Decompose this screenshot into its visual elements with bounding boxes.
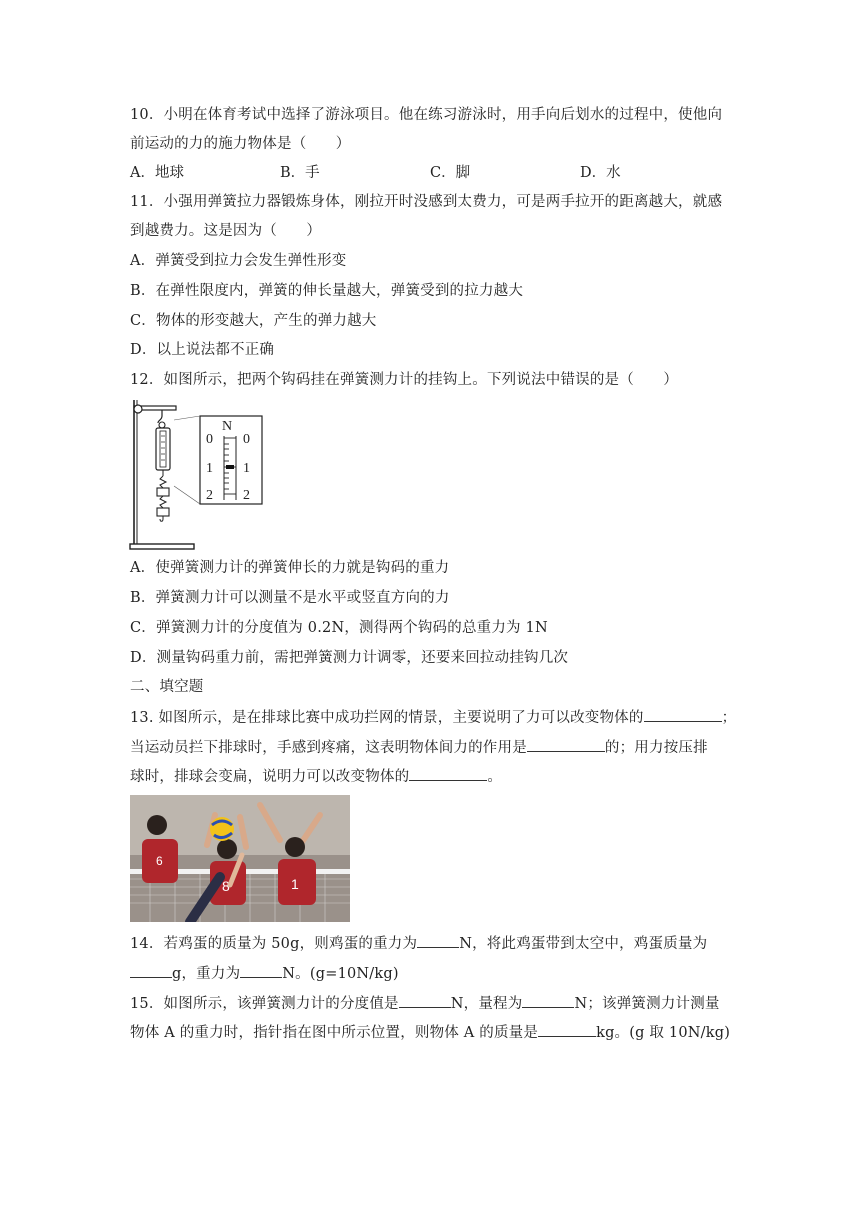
q14-text1a: 14．若鸡蛋的质量为 50g，则鸡蛋的重力为 xyxy=(130,936,418,952)
q15-text1c: N；该弹簧测力计测量 xyxy=(574,996,720,1012)
q15-text1b: N，量程为 xyxy=(450,996,523,1012)
figure-right-tick-1: 1 xyxy=(243,461,250,476)
figure-left-tick-0: 0 xyxy=(206,432,213,447)
scale-pointer xyxy=(226,465,234,469)
q14-blank-1[interactable] xyxy=(417,933,459,948)
jersey-number-middle: 8 xyxy=(222,878,230,894)
q15-line2 xyxy=(130,1022,730,1043)
q13-blank-2[interactable] xyxy=(527,737,605,752)
q11-option-c: C．物体的形变越大，产生的弹力越大 xyxy=(130,313,377,329)
figure-unit-label: N xyxy=(222,419,233,434)
q12-option-b: B．弹簧测力计可以测量不是水平或竖直方向的力 xyxy=(130,590,450,606)
q14-text1b: N，将此鸡蛋带到太空中，鸡蛋质量为 xyxy=(459,936,708,952)
q13-text2a: 当运动员拦下排球时，手感到疼痛，这表明物体间力的作用是 xyxy=(130,740,527,756)
q15-blank-1[interactable] xyxy=(399,993,451,1008)
q13-text1-end: ； xyxy=(721,710,737,726)
spring-scale-figure xyxy=(126,396,266,552)
q13-line3 xyxy=(130,766,502,787)
q14-text2a: g，重力为 xyxy=(172,966,241,982)
q10-line1: 10．小明在体育考试中选择了游泳项目。他在练习游泳时，用手向后划水的过程中，使他向 xyxy=(130,107,723,123)
q12-option-a: A．使弹簧测力计的弹簧伸长的力就是钩码的重力 xyxy=(130,560,450,576)
figure-right-tick-0: 0 xyxy=(243,432,250,447)
q15-text2b: kg。(g 取 10N/kg) xyxy=(596,1025,731,1041)
q10-option-c: C．脚 xyxy=(430,165,471,181)
q13-text1: 13. 如图所示，是在排球比赛中成功拦网的情景，主要说明了力可以改变物体的 xyxy=(130,710,644,726)
q11-option-a: A．弹簧受到拉力会发生弹性形变 xyxy=(130,253,347,269)
q11-line1: 11．小强用弹簧拉力器锻炼身体，刚拉开时没感到太费力，可是两手拉开的距离越大，就感 xyxy=(130,194,723,210)
q14-blank-3[interactable] xyxy=(240,963,282,978)
figure-left-tick-2: 2 xyxy=(206,488,213,503)
q15-blank-3[interactable] xyxy=(538,1022,596,1037)
volleyball-photo xyxy=(130,795,350,922)
q13-text3b: 。 xyxy=(487,769,503,785)
q15-text2a: 物体 A 的重力时，指针指在图中所示位置，则物体 A 的质量是 xyxy=(130,1025,539,1041)
q11-line2: 到越费力。这是因为（ ） xyxy=(130,223,322,239)
q12-option-c: C．弹簧测力计的分度值为 0.2N，测得两个钩码的总重力为 1N xyxy=(130,620,548,636)
q14-text2b: N。(g=10N/kg) xyxy=(282,966,399,982)
jersey-number-left: 6 xyxy=(156,854,163,868)
q12-line1: 12．如图所示，把两个钩码挂在弹簧测力计的挂钩上。下列说法中错误的是（ ） xyxy=(130,372,679,388)
q13-text3a: 球时，排球会变扁，说明力可以改变物体的 xyxy=(130,769,410,785)
q13-blank-1[interactable] xyxy=(644,707,722,722)
jersey-number-right: 1 xyxy=(291,876,299,892)
q14-blank-2[interactable] xyxy=(130,963,172,978)
q15-line1 xyxy=(130,993,720,1014)
q10-option-b: B．手 xyxy=(280,165,320,181)
figure-left-tick-1: 1 xyxy=(206,461,213,476)
q15-text1a: 15．如图所示，该弹簧测力计的分度值是 xyxy=(130,996,399,1012)
q11-option-b: B．在弹性限度内，弹簧的伸长量越大，弹簧受到的拉力越大 xyxy=(130,283,524,299)
q12-option-d: D．测量钩码重力前，需把弹簧测力计调零，还要来回拉动挂钩几次 xyxy=(130,650,569,666)
section-heading: 二、填空题 xyxy=(130,679,204,695)
q13-text2b: 的；用力按压排 xyxy=(604,740,708,756)
q13-line1 xyxy=(130,707,736,728)
q13-line2 xyxy=(130,737,708,758)
figure-right-tick-2: 2 xyxy=(243,488,250,503)
q14-line2 xyxy=(130,963,399,984)
q10-line2: 前运动的力的施力物体是（ ） xyxy=(130,136,351,152)
q11-option-d: D．以上说法都不正确 xyxy=(130,342,275,358)
q13-blank-3[interactable] xyxy=(409,766,487,781)
q14-line1 xyxy=(130,933,707,954)
q15-blank-2[interactable] xyxy=(522,993,574,1008)
q10-option-a: A．地球 xyxy=(130,165,184,181)
q10-option-d: D．水 xyxy=(580,165,621,181)
